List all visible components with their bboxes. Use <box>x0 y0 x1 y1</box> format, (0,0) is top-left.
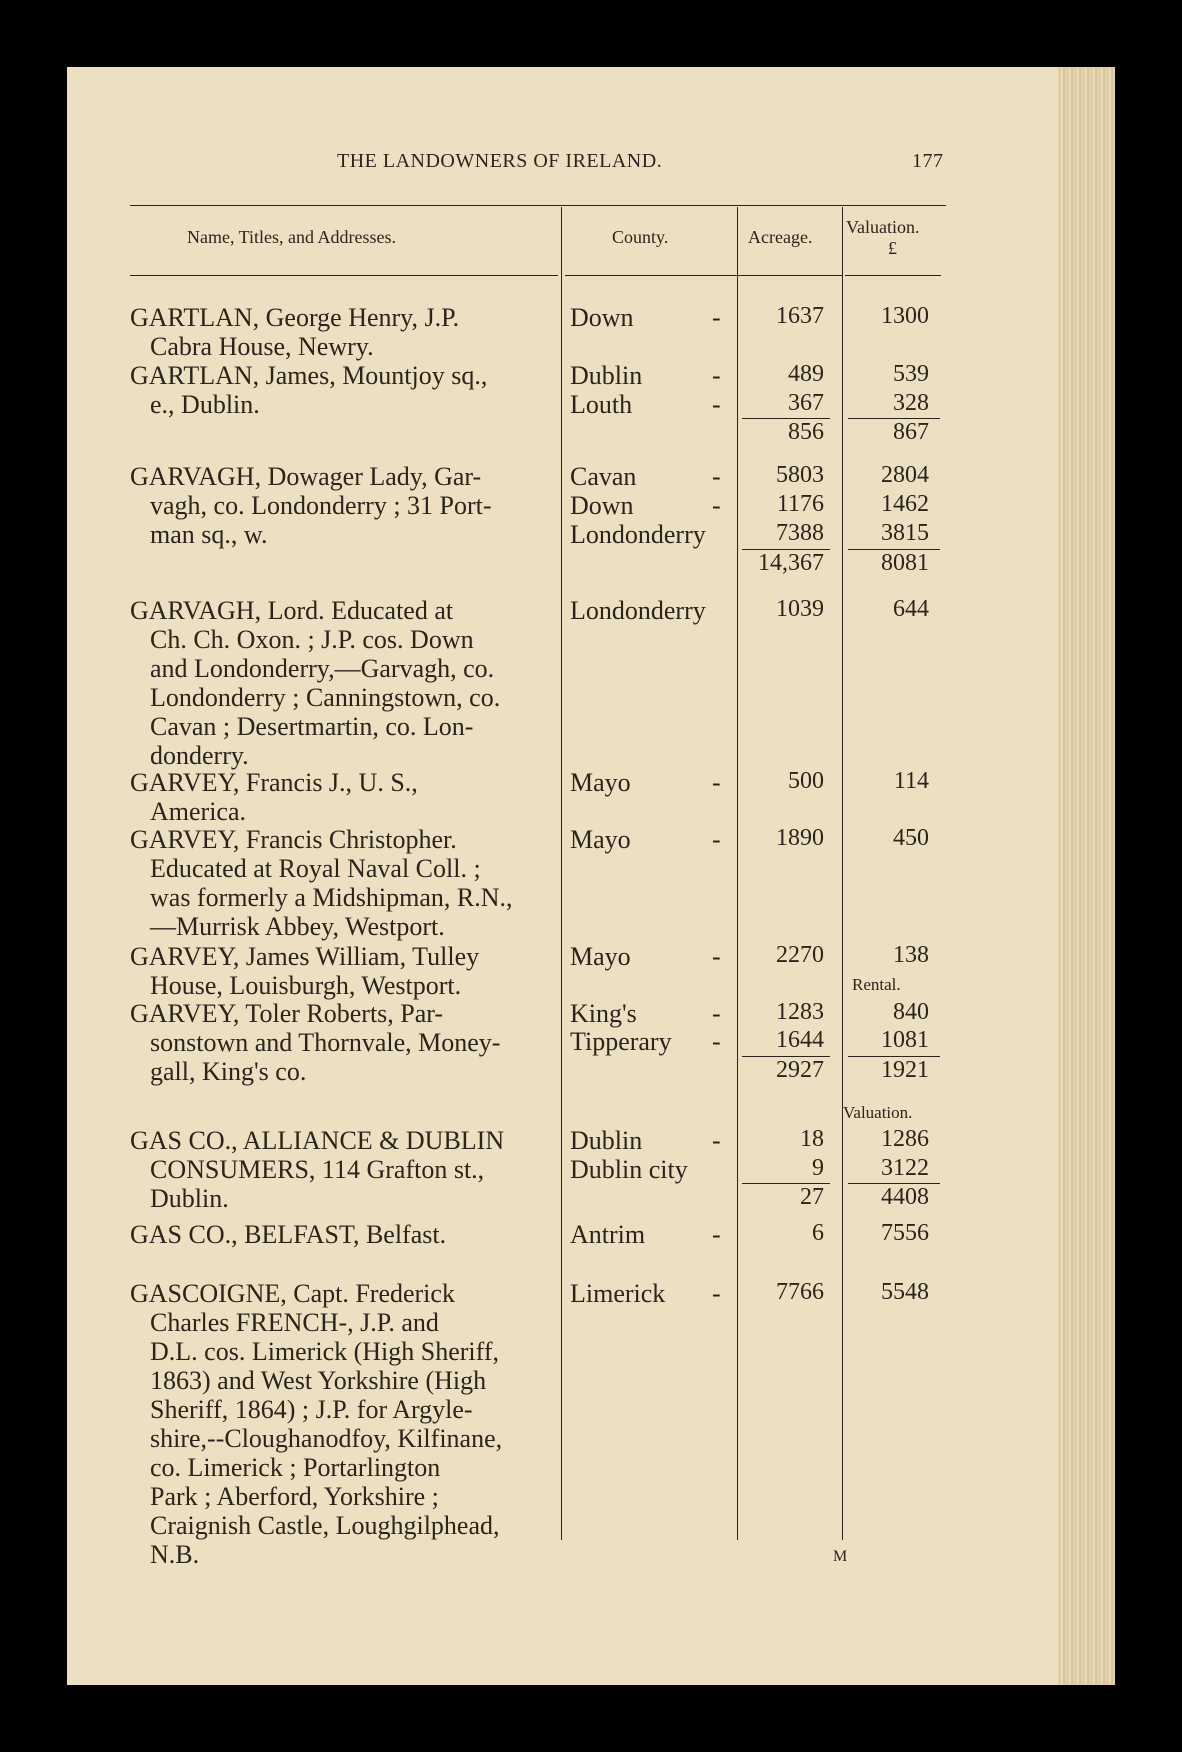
header-rule-acreage <box>738 275 842 276</box>
valuation-cell: 1081 <box>881 1027 929 1053</box>
acreage-column-header: Acreage. <box>748 227 813 247</box>
county-dash: - <box>712 462 721 491</box>
entry-detail-line: Cavan ; Desertmartin, co. Lon- <box>150 712 474 741</box>
acreage-total: 856 <box>788 419 824 445</box>
entry-detail-line: House, Louisburgh, Westport. <box>150 971 462 1000</box>
acreage-cell: 367 <box>788 390 824 416</box>
column-divider-2 <box>737 207 738 1540</box>
entry-detail-line: D.L. cos. Limerick (High Sheriff, <box>150 1337 499 1366</box>
valuation-total: 4408 <box>881 1184 929 1210</box>
header-rule-county <box>565 275 737 276</box>
county-cell: Cavan <box>570 462 637 491</box>
page-number: 177 <box>912 150 944 172</box>
entry-detail-line: gall, King's co. <box>150 1057 307 1086</box>
valuation-cell: 5548 <box>881 1279 929 1305</box>
header-rule-valuation <box>845 275 941 276</box>
county-dash: - <box>712 825 721 854</box>
entry-detail-line: e., Dublin. <box>150 390 260 419</box>
valuation-cell: 1300 <box>881 303 929 329</box>
valuation-cell: 450 <box>893 825 929 851</box>
valuation-cell: 840 <box>893 999 929 1025</box>
signature-mark: M <box>833 1548 848 1565</box>
entry-detail-line: was formerly a Midshipman, R.N., <box>150 883 513 912</box>
acreage-cell: 7388 <box>776 520 824 546</box>
entry-name: GARTLAN, James, Mountjoy sq., <box>130 361 488 390</box>
valuation-total: 867 <box>893 419 929 445</box>
county-dash: - <box>712 1220 721 1249</box>
entry-detail-line: Ch. Ch. Oxon. ; J.P. cos. Down <box>150 625 474 654</box>
valuation-cell: 1462 <box>881 491 929 517</box>
valuation-cell: 3122 <box>881 1155 929 1181</box>
entry-name: GARVEY, Toler Roberts, Par- <box>130 999 444 1028</box>
county-dash: - <box>712 491 721 520</box>
valuation-note: Rental. <box>852 975 901 994</box>
acreage-cell: 7766 <box>776 1279 824 1305</box>
entry-detail-line: Park ; Aberford, Yorkshire ; <box>150 1482 439 1511</box>
valuation-cell: 114 <box>893 768 929 794</box>
county-cell: Tipperary <box>570 1027 672 1056</box>
county-dash: - <box>712 361 721 390</box>
valuation-total: 1921 <box>881 1057 929 1083</box>
county-dash: - <box>712 303 721 332</box>
county-dash: - <box>712 1126 721 1155</box>
county-cell: Londonderry <box>570 520 706 549</box>
county-cell: Londonderry <box>570 596 706 625</box>
entry-detail-line: man sq., w. <box>150 520 268 549</box>
acreage-cell: 2270 <box>776 942 824 968</box>
entry-name: GAS CO., ALLIANCE & DUBLIN <box>130 1126 505 1155</box>
entry-detail-line: and Londonderry,—Garvagh, co. <box>150 654 495 683</box>
entry-detail-line: —Murrisk Abbey, Westport. <box>150 912 445 941</box>
county-cell: Mayo <box>570 942 631 971</box>
entry-name: GARVAGH, Lord. Educated at <box>130 596 454 625</box>
header-rule-name <box>130 275 558 276</box>
entry-detail-line: America. <box>150 797 247 826</box>
entry-detail-line: Educated at Royal Naval Coll. ; <box>150 854 481 883</box>
acreage-cell: 6 <box>812 1220 824 1246</box>
county-column-header: County. <box>612 227 669 247</box>
valuation-total: 8081 <box>881 550 929 576</box>
entry-detail-line: donderry. <box>150 741 249 770</box>
entry-detail-line: co. Limerick ; Portarlington <box>150 1453 441 1482</box>
entry-detail-line: shire,--Cloughanodfoy, Kilfinane, <box>150 1424 503 1453</box>
column-divider-1 <box>561 207 562 1540</box>
valuation-cell: 1286 <box>881 1126 929 1152</box>
entry-detail-line: Craignish Castle, Loughgilphead, <box>150 1511 500 1540</box>
county-cell: Louth <box>570 390 633 419</box>
valuation-column-header: Valuation. <box>846 217 920 237</box>
entry-name: GARVEY, James William, Tulley <box>130 942 480 971</box>
acreage-cell: 1176 <box>776 491 824 517</box>
valuation-cell: 7556 <box>881 1220 929 1246</box>
acreage-cell: 1283 <box>776 999 824 1025</box>
entry-name: GARVEY, Francis J., U. S., <box>130 768 418 797</box>
acreage-cell: 1039 <box>776 596 824 622</box>
page-edge <box>1058 67 1115 1685</box>
county-cell: Down <box>570 491 634 520</box>
acreage-cell: 1637 <box>776 303 824 329</box>
entry-detail-line: Charles FRENCH-, J.P. and <box>150 1308 439 1337</box>
entry-name: GAS CO., BELFAST, Belfast. <box>130 1220 447 1249</box>
entry-name: GARVAGH, Dowager Lady, Gar- <box>130 462 482 491</box>
county-dash: - <box>712 390 721 419</box>
acreage-cell: 9 <box>812 1155 824 1181</box>
valuation-cell: 644 <box>893 596 929 622</box>
acreage-cell: 1644 <box>776 1027 824 1053</box>
entry-detail-line: CONSUMERS, 114 Grafton st., <box>150 1155 485 1184</box>
valuation-note: Valuation. <box>843 1103 913 1122</box>
entry-detail-line: sonstown and Thornvale, Money- <box>150 1028 501 1057</box>
valuation-unit: £ <box>888 238 897 258</box>
entry-detail-line: Cabra House, Newry. <box>150 332 374 361</box>
acreage-cell: 1890 <box>776 825 824 851</box>
valuation-cell: 539 <box>893 361 929 387</box>
county-cell: Dublin city <box>570 1155 688 1184</box>
entry-name: GARVEY, Francis Christopher. <box>130 825 457 854</box>
county-cell: King's <box>570 999 637 1028</box>
name-column-header: Name, Titles, and Addresses. <box>187 227 396 247</box>
running-title: THE LANDOWNERS OF IRELAND. <box>337 150 663 172</box>
valuation-cell: 328 <box>893 390 929 416</box>
entry-detail-line: Dublin. <box>150 1184 229 1213</box>
acreage-cell: 18 <box>800 1126 824 1152</box>
entry-detail-line: 1863) and West Yorkshire (High <box>150 1366 487 1395</box>
entry-detail-line: Londonderry ; Canningstown, co. <box>150 683 501 712</box>
county-dash: - <box>712 999 721 1028</box>
acreage-cell: 5803 <box>776 462 824 488</box>
entry-detail-line: N.B. <box>150 1540 200 1569</box>
county-cell: Mayo <box>570 825 631 854</box>
county-dash: - <box>712 1027 721 1056</box>
county-cell: Down <box>570 303 634 332</box>
column-divider-3 <box>842 207 843 1540</box>
county-cell: Antrim <box>570 1220 646 1249</box>
county-cell: Limerick <box>570 1279 666 1308</box>
entry-name: GASCOIGNE, Capt. Frederick <box>130 1279 455 1308</box>
valuation-cell: 3815 <box>881 520 929 546</box>
acreage-cell: 489 <box>788 361 824 387</box>
acreage-cell: 500 <box>788 768 824 794</box>
top-rule <box>130 205 946 206</box>
acreage-total: 14,367 <box>758 550 824 576</box>
entry-detail-line: Sheriff, 1864) ; J.P. for Argyle- <box>150 1395 473 1424</box>
county-dash: - <box>712 1279 721 1308</box>
valuation-cell: 2804 <box>881 462 929 488</box>
entry-name: GARTLAN, George Henry, J.P. <box>130 303 460 332</box>
valuation-cell: 138 <box>893 942 929 968</box>
entry-detail-line: vagh, co. Londonderry ; 31 Port- <box>150 491 492 520</box>
county-dash: - <box>712 768 721 797</box>
acreage-total: 27 <box>800 1184 824 1210</box>
county-cell: Mayo <box>570 768 631 797</box>
acreage-total: 2927 <box>776 1057 824 1083</box>
county-cell: Dublin <box>570 1126 643 1155</box>
county-cell: Dublin <box>570 361 643 390</box>
county-dash: - <box>712 942 721 971</box>
